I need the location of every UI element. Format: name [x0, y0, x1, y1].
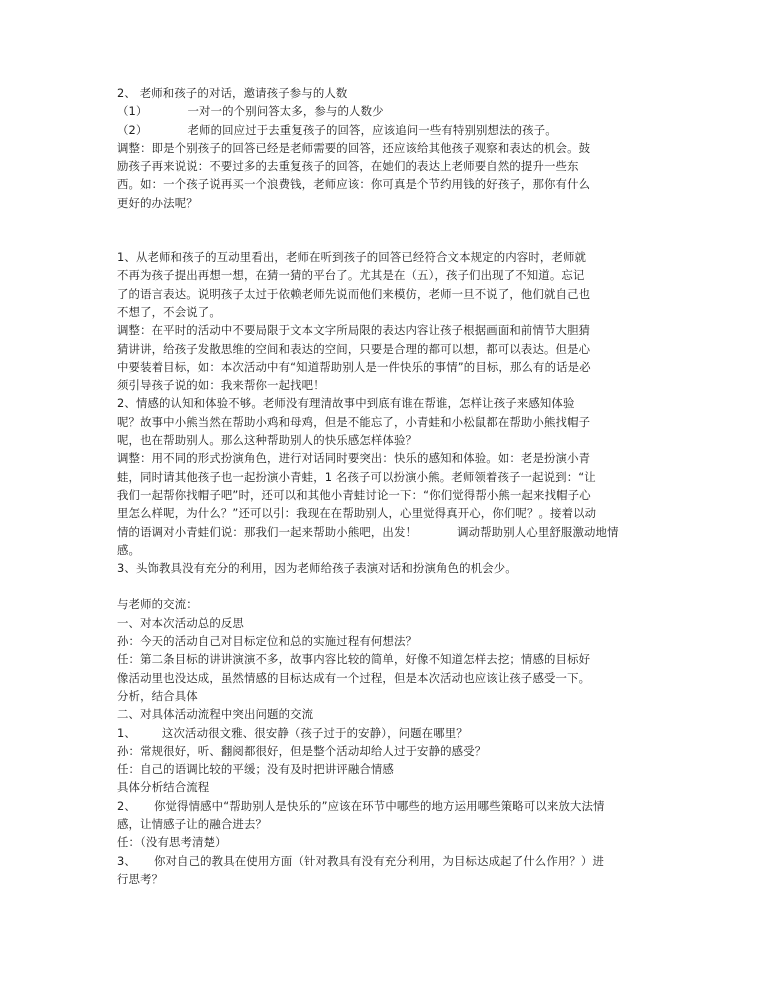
text-line: 中要装着目标，如：本次活动中有“知道帮助别人是一件快乐的事情”的目标，那么有的话是必	[117, 359, 591, 374]
text-line: 3、头饰教具没有充分的利用，因为老师给孩子表演对话和扮演角色的机会少。	[117, 561, 517, 576]
text-line: 不想了，不会说了。	[117, 304, 221, 319]
section-analysis	[117, 248, 657, 577]
text-line: 具体分析结合流程	[117, 780, 210, 795]
heading-line: 二、对具体活动流程中突出问题的交流	[117, 707, 314, 722]
text-line: 像活动里也没达成，虽然情感的目标达成有一个过程，但是本次活动也应该让孩子感受一下。	[117, 670, 591, 685]
heading-line: 一、对本次活动总的反思	[117, 615, 244, 630]
item-number: （2）	[117, 122, 148, 137]
text-line: 感。	[117, 542, 141, 557]
list-item	[117, 724, 657, 742]
text-line: 任：自己的语调比较的平缓；没有及时把讲评融合情感	[117, 762, 394, 777]
text-line: 蛙，同时请其他孩子也一起扮演小青蛙，1 名孩子可以扮演小熊。老师领着孩子一起说到：“让	[117, 469, 596, 484]
text-line	[117, 523, 657, 541]
text-line: 行思考？	[117, 871, 164, 886]
item-text: 你对自己的教具在使用方面（针对教具有没有充分利用，为目标达成起了什么作用？）进	[153, 853, 605, 868]
text-part: 调动帮助别人心里舒服激动地情	[457, 524, 619, 539]
text-line: 更好的办法呢？	[117, 195, 198, 210]
heading-line: 2、 老师和孩子的对话，邀请孩子参与的人数	[117, 86, 348, 100]
list-item	[117, 852, 657, 870]
item-text: 你觉得情感中“帮助别人是快乐的”应该在环节中哪些的地方运用哪些策略可以来放大法情	[153, 798, 605, 813]
list-item	[117, 121, 657, 139]
text-line: 我们一起帮你找帽子吧”时，还可以和其他小青蛙讨论一下：“你们觉得帮小熊一起来找帽子心	[117, 487, 591, 502]
list-item	[117, 797, 657, 815]
text-line: 调整：在平时的活动中不要局限于文本文字所局限的表达内容让孩子根据画面和前情节大胆猜	[117, 323, 591, 338]
item-number: （1）	[117, 104, 148, 119]
spacer	[117, 577, 657, 595]
text-line: 分析，结合具体	[117, 688, 198, 703]
section-exchange	[117, 595, 657, 888]
item-text: 一对一的个别问答太多，参与的人数少	[187, 104, 384, 119]
text-line: 调整：即是个别孩子的回答已经是老师需要的回答，还应该给其他孩子观察和表达的机会。鼓	[117, 140, 591, 155]
document-page	[117, 84, 657, 888]
item-number: 2、	[117, 798, 136, 813]
text-line: 西。如：一个孩子说再买一个浪费钱，老师应该：你可真是个节约用钱的好孩子，那你有什么	[117, 177, 591, 192]
text-line: 调整：用不同的形式扮演角色，进行对话同时要突出：快乐的感知和体验。如：老是扮演小青	[117, 451, 591, 466]
text-line: 不再为孩子提出再想一想，在猜一猜的平台了。尤其是在（五），孩子们出现了不知道。忘记	[117, 268, 585, 283]
item-text: 这次活动很文雅、很安静（孩子过于的安静），问题在哪里？	[161, 725, 468, 740]
spacer	[117, 212, 657, 248]
item-number: 3、	[117, 853, 136, 868]
text-line: 孙：常规很好，听、翻阅都很好，但是整个活动却给人过于安静的感受？	[117, 743, 487, 758]
text-line: 任：（没有思考清楚）	[117, 835, 227, 850]
text-line: 2、情感的认知和体验不够。老师没有理清故事中到底有谁在帮谁，怎样让孩子来感知体验	[117, 396, 575, 411]
list-item	[117, 102, 657, 120]
text-line: 了的语言表达。说明孩子太过于依赖老师先说而他们来模仿，老师一旦不说了，他们就自己也	[117, 286, 591, 301]
text-line: 里怎么样呢，为什么？”还可以引：我现在在帮助别人，心里觉得真开心，你们呢？。接着以动	[117, 506, 597, 521]
text-line: 猜讲讲，给孩子发散思维的空间和表达的空间，只要是合理的都可以想，都可以表达。但是心	[117, 341, 591, 356]
text-line: 励孩子再来说说：不要过多的去重复孩子的回答，在她们的表达上老师要自然的提升一些东	[117, 159, 579, 174]
text-line: 呢，也在帮助别人。那么这种帮助别人的快乐感怎样体验？	[117, 433, 418, 448]
item-text: 老师的回应过于去重复孩子的回答，应该追问一些有特别别想法的孩子。	[187, 122, 557, 137]
text-line: 1、从老师和孩子的互动里看出，老师在听到孩子的回答已经符合文本规定的内容时，老师就	[117, 250, 587, 265]
text-line: 须引导孩子说的如：我来帮你一起找吧！	[117, 378, 325, 393]
text-line: 任：第二条目标的讲讲演演不多，故事内容比较的简单，好像不知道怎样去挖；情感的目标好	[117, 652, 591, 667]
text-line: 呢？故事中小熊当然在帮助小鸡和母鸡，但是不能忘了，小青蛙和小松鼠都在帮助小熊找帽子	[117, 414, 591, 429]
heading-line: 与老师的交流：	[117, 597, 198, 612]
text-line: 感，让情感子让的融合进去？	[117, 816, 268, 831]
text-line: 孙：今天的活动自己对目标定位和总的实施过程有何想法？	[117, 634, 418, 649]
section-dialogue	[117, 84, 657, 212]
item-number: 1、	[117, 725, 136, 740]
text-part: 情的语调对小青蛙们说：那我们一起来帮助小熊吧，出发！	[117, 524, 418, 539]
